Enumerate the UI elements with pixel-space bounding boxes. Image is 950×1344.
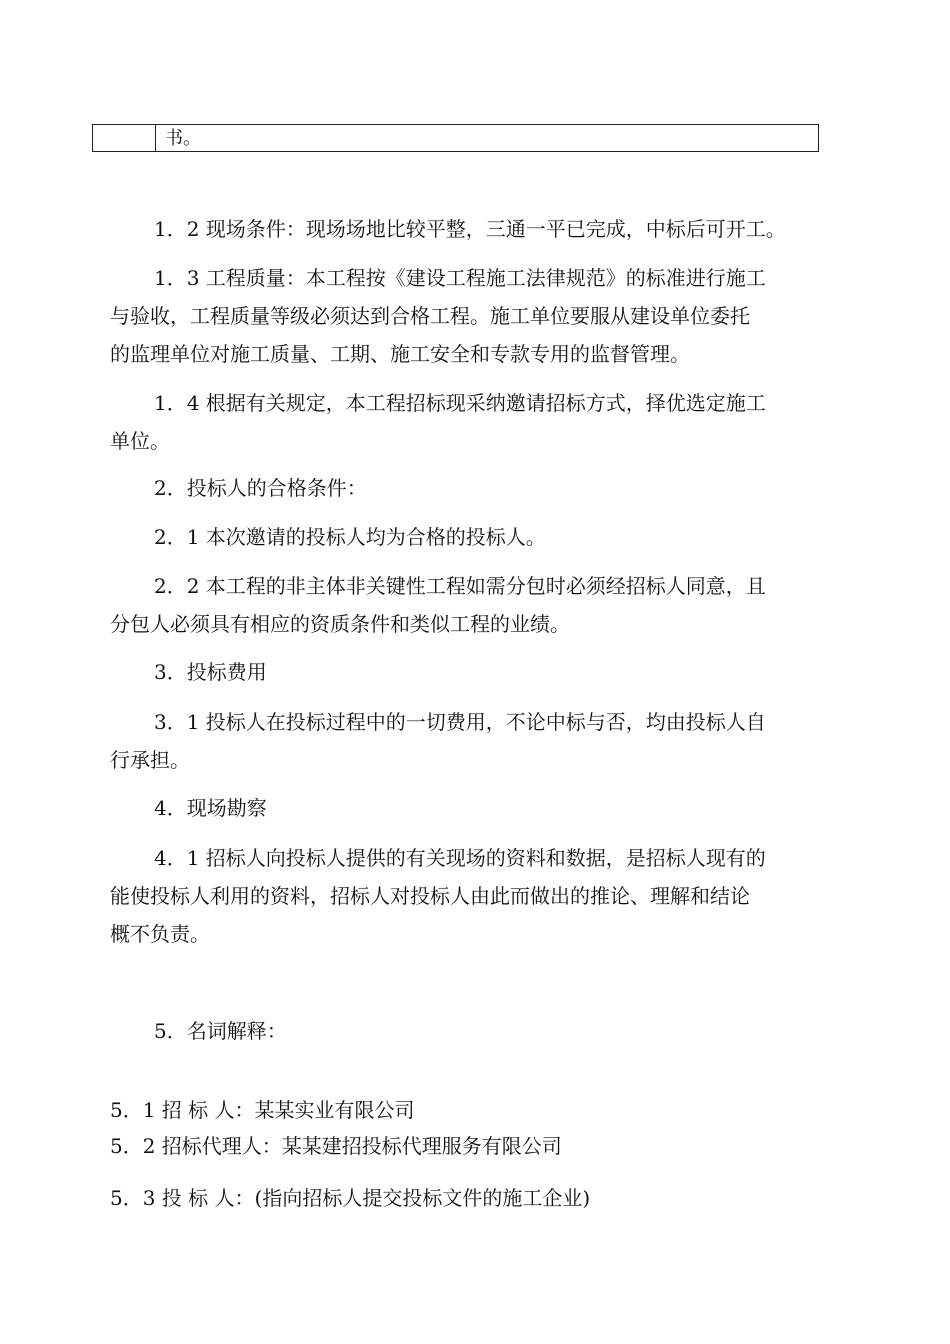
text-line: 1．3 工程质量：本工程按《建设工程施工法律规范》的标准进行施工: [154, 266, 766, 290]
paragraph-2: [110, 469, 838, 507]
text-line: 与验收，工程质量等级必须达到合格工程。施工单位要服从建设单位委托: [110, 304, 750, 328]
definition-5-2: 5．2 招标代理人：某某建招投标代理服务有限公司: [110, 1134, 562, 1158]
text-line: 2．投标人的合格条件：: [154, 476, 367, 500]
paragraph-1-2: [110, 210, 838, 248]
text-line: 概不负责。: [110, 922, 210, 946]
table-cell-left: [93, 125, 156, 151]
text-line: 4．现场勘察: [154, 796, 267, 820]
paragraph-4-1: [110, 839, 838, 953]
paragraph-4: [110, 789, 838, 827]
paragraph-2-1: [110, 518, 838, 556]
text-line: 5．名词解释：: [154, 1019, 287, 1043]
paragraph-5: [110, 1012, 838, 1050]
text-line: 4．1 招标人向投标人提供的有关现场的资料和数据，是招标人现有的: [154, 846, 766, 870]
table-cell-text: 书。: [165, 128, 201, 149]
paragraph-3: [110, 653, 838, 691]
table-fragment: [92, 124, 819, 152]
paragraph-3-1: [110, 703, 838, 779]
text-line: 1．2 现场条件：现场场地比较平整，三通一平已完成，中标后可开工。: [154, 217, 786, 241]
text-line: 单位。: [110, 429, 170, 453]
text-line: 3．投标费用: [154, 660, 267, 684]
text-line: 1．4 根据有关规定，本工程招标现采纳邀请招标方式，择优选定施工: [154, 391, 766, 415]
text-line: 的监理单位对施工质量、工期、施工安全和专款专用的监督管理。: [110, 342, 690, 366]
text-line: 3．1 投标人在投标过程中的一切费用，不论中标与否，均由投标人自: [154, 710, 766, 734]
text-line: 分包人必须具有相应的资质条件和类似工程的业绩。: [110, 612, 570, 636]
text-line: 2．1 本次邀请的投标人均为合格的投标人。: [154, 525, 546, 549]
text-line: 能使投标人利用的资料，招标人对投标人由此而做出的推论、理解和结论: [110, 884, 750, 908]
definition-5-3: 5．3 投 标 人：(指向招标人提交投标文件的施工企业): [110, 1186, 591, 1210]
definition-5-1: 5．1 招 标 人：某某实业有限公司: [110, 1098, 415, 1122]
paragraph-1-4: [110, 384, 838, 460]
paragraph-2-2: [110, 567, 838, 643]
paragraph-1-3: [110, 259, 838, 373]
text-line: 行承担。: [110, 748, 190, 772]
text-line: 2．2 本工程的非主体非关键性工程如需分包时必须经招标人同意，且: [154, 574, 766, 598]
